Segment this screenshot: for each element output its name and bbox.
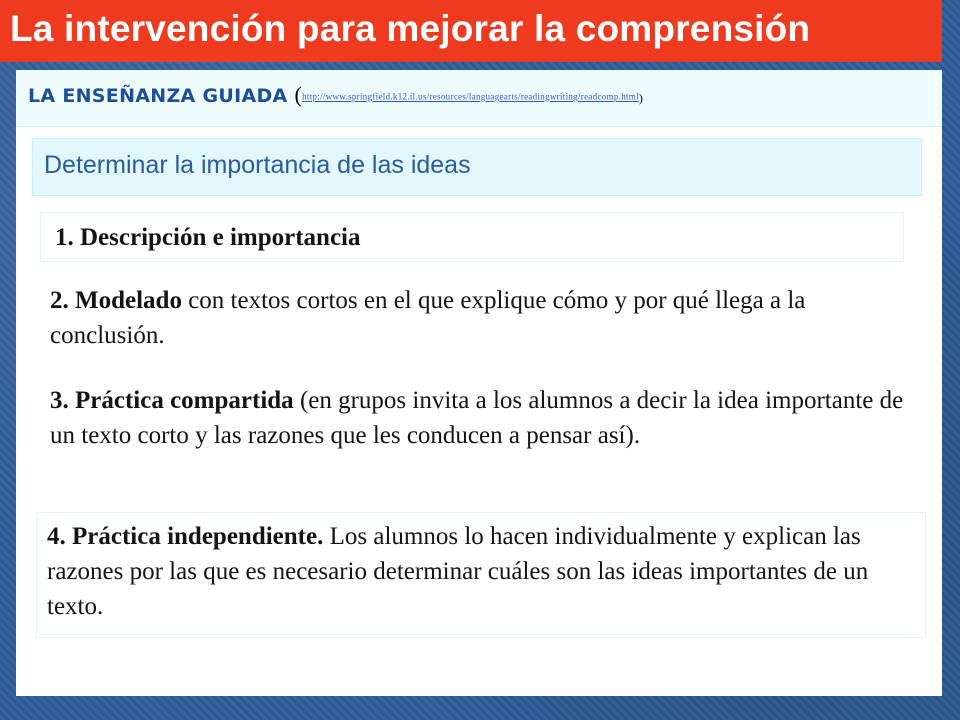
item-4-body — [47, 519, 907, 624]
close-paren: ) — [638, 91, 644, 105]
subtitle-box — [30, 136, 924, 198]
section-label-text: LA ENSEÑANZA GUIADA — [28, 85, 288, 107]
reference-link[interactable]: http://www.springfield.k12.il.us/resources/languagearts/readingwriting/readcomp.html — [302, 91, 639, 102]
subtitle: Determinar la importancia de las ideas — [44, 151, 471, 179]
item-2-text: con textos cortos en el que explique cómo y por qué llega a la conclusión. — [50, 287, 806, 349]
open-paren: ( — [294, 82, 303, 107]
item-4-text: Los alumnos lo hacen individualmente y explican las razones por las que es necesario determinar cuáles son las ideas importantes de un texto. — [47, 523, 869, 620]
list-item-2 — [50, 283, 850, 353]
item-3-heading: 3. Práctica compartida — [50, 387, 294, 414]
list-item-3 — [50, 383, 910, 453]
section-header — [28, 82, 643, 108]
list-item-4 — [36, 512, 926, 638]
item-2-heading: 2. Modelado — [50, 287, 182, 314]
title-bar — [0, 0, 942, 62]
slide-title: La intervención para mejorar la comprensión — [10, 8, 811, 49]
item-1-heading: 1. Descripción e importancia — [55, 224, 361, 251]
item-4-heading: 4. Práctica independiente. — [47, 523, 324, 550]
list-item-1 — [40, 212, 904, 262]
item-3-text: (en grupos invita a los alumnos a decir la idea importante de un texto corto y las razones que les conducen a pensar así). — [50, 387, 904, 449]
